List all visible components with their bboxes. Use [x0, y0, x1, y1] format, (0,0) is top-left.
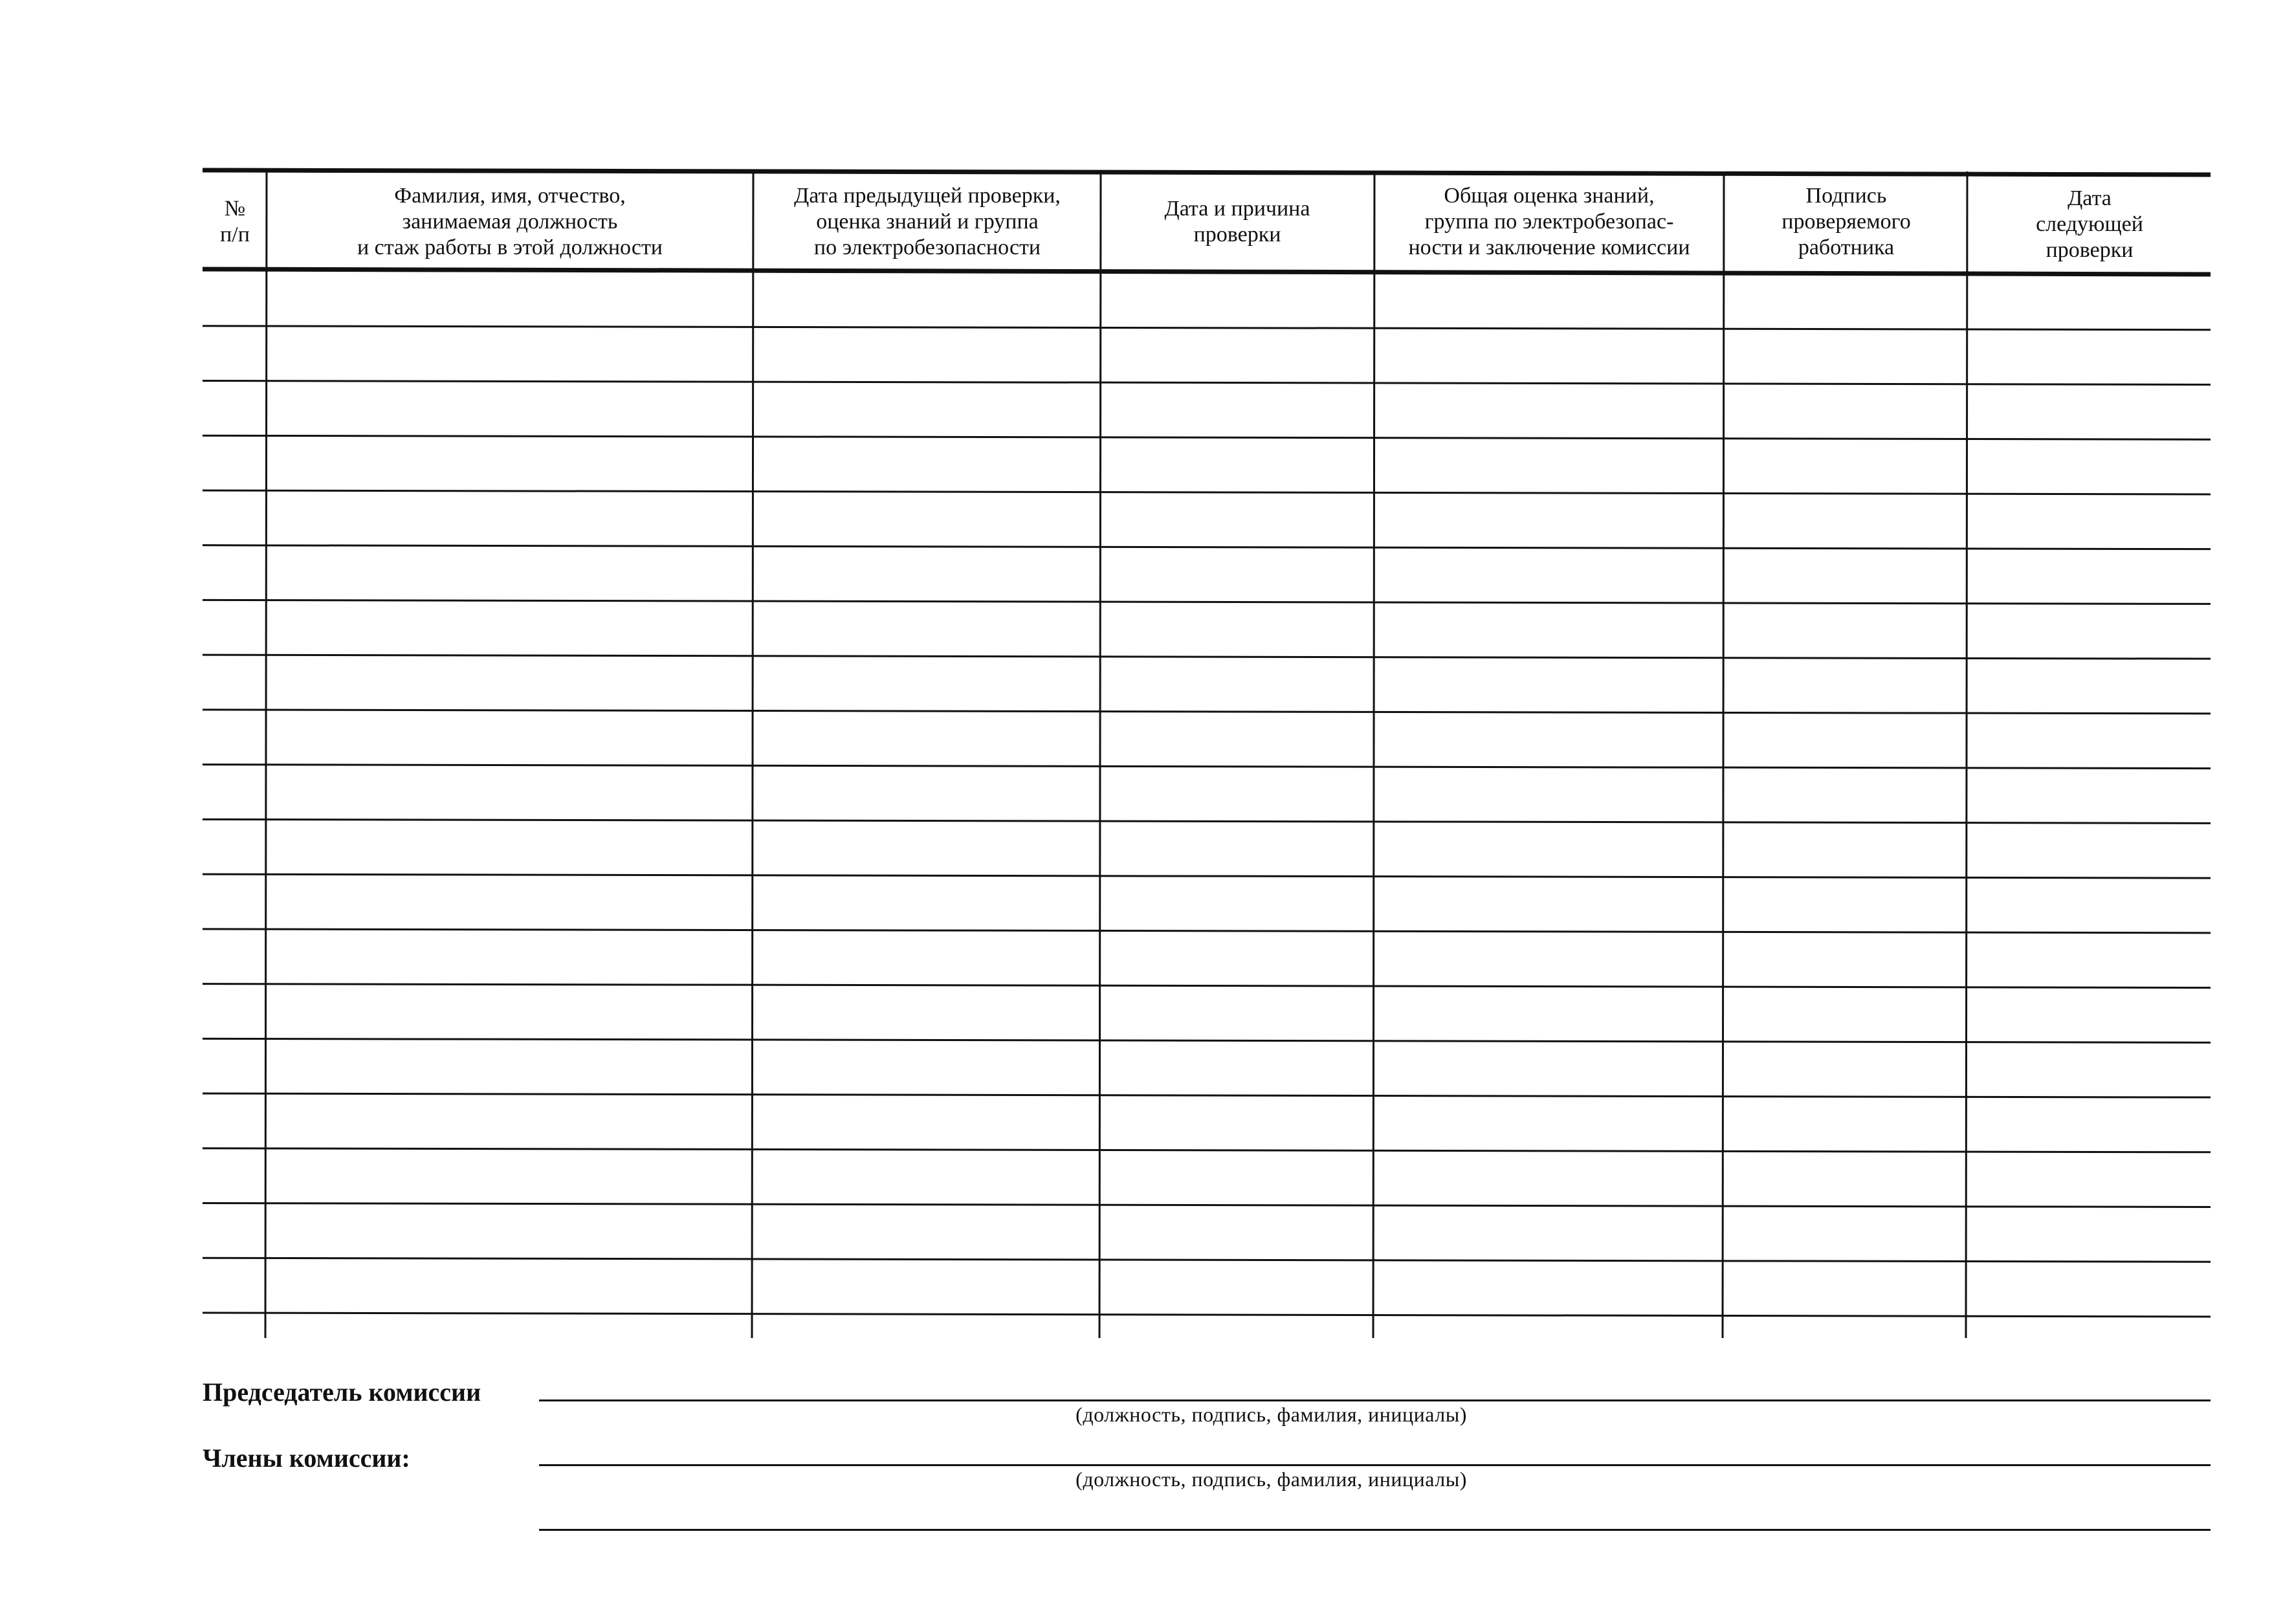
row-lines — [203, 326, 2211, 1317]
table-column-line — [1099, 171, 1101, 1338]
table-row-line — [203, 1093, 2211, 1097]
members-signature-line-2[interactable] — [539, 1529, 2211, 1531]
table-row-line — [203, 1038, 2211, 1042]
header-employee-signature: Подпись проверяемого работника — [1781, 184, 1911, 259]
table-row-line — [203, 1148, 2211, 1152]
header-number: № п/п — [220, 197, 250, 247]
table-row-line — [203, 655, 2211, 659]
table-row-line — [203, 1313, 2211, 1317]
table-row-line — [203, 874, 2211, 878]
chairman-signature-caption: (должность, подпись, фамилия, инициалы) — [1075, 1403, 1467, 1426]
table-row-line — [203, 600, 2211, 604]
table-column-line — [752, 171, 753, 1338]
table-column-line — [1966, 171, 1967, 1338]
table-row-line — [203, 1258, 2211, 1262]
table-row-line — [203, 984, 2211, 988]
table-column-line — [1373, 171, 1374, 1338]
column-lines — [265, 171, 1967, 1338]
table-row-line — [203, 765, 2211, 769]
table-column-line — [265, 171, 267, 1338]
table-row-line — [203, 1203, 2211, 1207]
table-row-line — [203, 326, 2211, 330]
table-row-line — [203, 710, 2211, 714]
table-row-line — [203, 819, 2211, 823]
members-signature-line-1[interactable] — [539, 1464, 2211, 1466]
header-name-position: Фамилия, имя, отчество, занимаемая должность и стаж работы в этой должности — [357, 184, 663, 259]
header-next-check-date: Дата следующей проверки — [2036, 186, 2143, 262]
table-row-line — [203, 380, 2211, 384]
members-label: Члены комиссии: — [203, 1443, 410, 1473]
chairman-label: Председатель комиссии — [203, 1377, 481, 1407]
header-previous-check: Дата предыдущей проверки, оценка знаний и группа по электробезопасности — [794, 184, 1061, 259]
header-date-reason: Дата и причина проверки — [1164, 197, 1310, 247]
members-signature-caption: (должность, подпись, фамилия, инициалы) — [1075, 1467, 1467, 1491]
chairman-signature-line[interactable] — [539, 1399, 2211, 1401]
table-row-line — [203, 490, 2211, 494]
table-row-line — [203, 435, 2211, 439]
table-row-line — [203, 929, 2211, 933]
table-row-line — [203, 545, 2211, 549]
header-knowledge-grade: Общая оценка знаний, группа по электробезопас- ности и заключение комиссии — [1408, 184, 1690, 259]
table-column-line — [1723, 171, 1724, 1338]
